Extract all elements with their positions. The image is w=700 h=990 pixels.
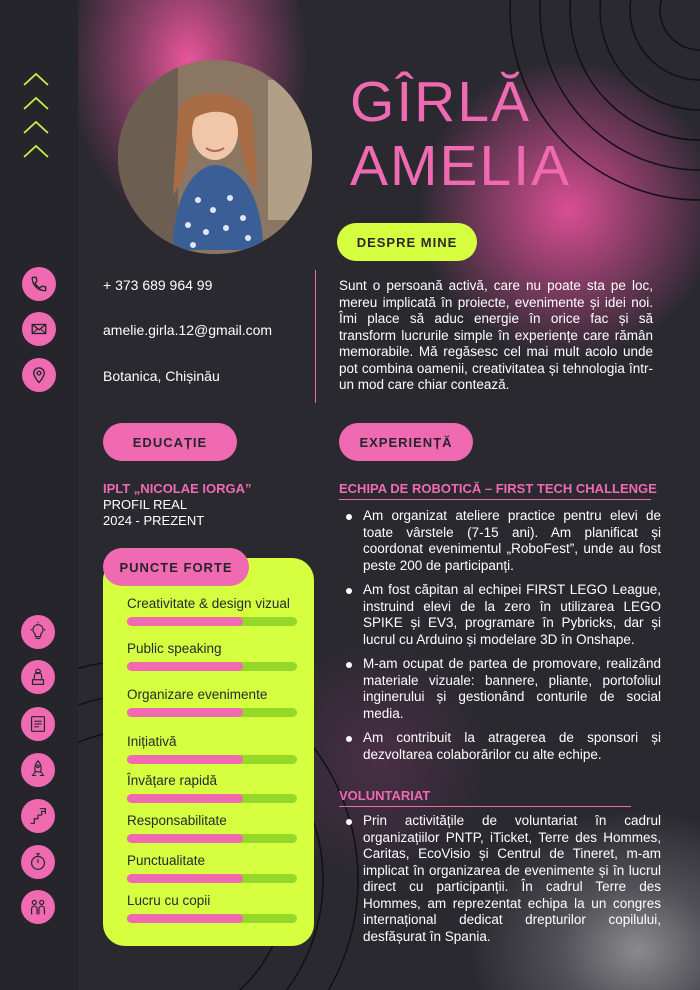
profile-photo: [118, 60, 312, 254]
skill-bar-fill: [127, 794, 243, 803]
volunteering-rule: [339, 806, 631, 807]
location-pin-icon: [22, 358, 56, 392]
skill-label: Organizare evenimente: [127, 687, 268, 702]
skill-bar: [127, 794, 297, 803]
skill-item: [127, 734, 297, 764]
school-period: 2024 - PREZENT: [103, 513, 205, 528]
list-item: Am contribuit la atragerea de sponsori și dezvoltarea colaborărilor cu alte echipe.: [339, 730, 661, 763]
experience-heading: EXPERIENȚĂ: [339, 423, 473, 461]
list-item: Prin activitățile de voluntariat în cadrul organizațiilor PNTP, iTicket, Terre des Hommes, Caritas, EcoVisio și Centrul de Tineret, m-am implicat în organizarea de evenimente și în lucrul direct cu participanții. În cadrul Terre des Hommes, am reprezentat echipa la un congres internațional dedicat drepturilor copilului, desfășurat în Spania.: [339, 813, 661, 945]
skill-item: [127, 687, 297, 717]
skill-item: [127, 813, 297, 843]
skill-bar: [127, 914, 297, 923]
skill-item: [127, 641, 297, 671]
skill-bar-fill: [127, 662, 243, 671]
children-icon: [21, 890, 55, 924]
skill-bar: [127, 708, 297, 717]
skill-label: Inițiativă: [127, 734, 177, 749]
strengths-card: [103, 558, 314, 946]
growth-icon: [21, 799, 55, 833]
envelope-icon: [22, 312, 56, 346]
skill-bar-fill: [127, 874, 243, 883]
education-heading: EDUCAȚIE: [103, 423, 237, 461]
first-name: AMELIA: [350, 134, 572, 198]
email-address: amelie.girla.12@gmail.com: [103, 322, 273, 338]
skill-item: [127, 596, 297, 626]
list-item: Am organizat ateliere practice pentru elevi de toate vârstele (7-15 ani). Am planificat și coordonat evenimentul „RoboFest”, unde au fost peste 200 de participanți.: [339, 508, 661, 574]
skill-bar-fill: [127, 914, 243, 923]
speaker-icon: [21, 660, 55, 694]
list-item: Am fost căpitan al echipei FIRST LEGO League, instruind elevi de la zero în utilizarea LEGO SPIKE și EV3, programare în Pybricks, dar și lucrul cu Arduino și modelare 3D în Onshape.: [339, 582, 661, 648]
skill-label: Lucru cu copii: [127, 893, 211, 908]
event-board-icon: [21, 707, 55, 741]
skill-bar-fill: [127, 617, 243, 626]
list-item: M-am ocupat de partea de promovare, realizând materiale vizuale: bannere, pliante, portofoliul inginerului și gestionând conturile de social media.: [339, 656, 661, 722]
rocket-icon: [21, 753, 55, 787]
skill-bar: [127, 755, 297, 764]
lightbulb-icon: [21, 615, 55, 649]
experience-list: [339, 508, 661, 771]
chevron-up-icon: [22, 118, 50, 136]
skill-label: Învățare rapidă: [127, 773, 218, 788]
skill-bar-fill: [127, 755, 243, 764]
skill-label: Public speaking: [127, 641, 222, 656]
experience-title: ECHIPA DE ROBOTICĂ – FIRST TECH CHALLENGE: [339, 481, 657, 496]
skill-bar: [127, 662, 297, 671]
skill-bar: [127, 874, 297, 883]
phone-number: + 373 689 964 99: [103, 277, 213, 293]
skill-item: [127, 773, 297, 803]
full-name: [350, 70, 571, 198]
skill-item: [127, 853, 297, 883]
skill-label: Responsabilitate: [127, 813, 227, 828]
last-name: GÎRLĂ: [350, 70, 532, 134]
chevron-stack: [22, 70, 56, 166]
education-entry: [103, 481, 252, 529]
left-sidebar: [0, 0, 78, 990]
chevron-up-icon: [22, 94, 50, 112]
about-divider: [315, 270, 316, 403]
phone-icon: [22, 267, 56, 301]
chevron-up-icon: [22, 70, 50, 88]
school-name: IPLT „NICOLAE IORGA”: [103, 481, 252, 496]
about-text: Sunt o persoană activă, care nu poate sta pe loc, mereu implicată în proiecte, evenimente și idei noi. Îmi place să aduc energie în orice fac și să transform lucrurile simple în experiențe care rămân memorabile. Mă regăsesc cel mai mult acolo unde pot combina oamenii, creativitatea și tehnologia într-un mod care chiar contează.: [339, 278, 653, 392]
location-text: Botanica, Chișinău: [103, 368, 220, 384]
volunteering-title: VOLUNTARIAT: [339, 788, 431, 803]
experience-rule: [339, 499, 651, 500]
school-profile: PROFIL REAL: [103, 497, 188, 512]
about-heading: DESPRE MINE: [337, 223, 477, 261]
skill-item: [127, 893, 297, 923]
stopwatch-icon: [21, 845, 55, 879]
skill-bar-fill: [127, 834, 243, 843]
strengths-heading: PUNCTE FORTE: [103, 548, 249, 586]
skill-bar-fill: [127, 708, 243, 717]
skill-label: Creativitate & design vizual: [127, 596, 290, 611]
chevron-up-icon: [22, 142, 50, 160]
skill-bar: [127, 617, 297, 626]
volunteering-list: [339, 813, 661, 953]
skill-label: Punctualitate: [127, 853, 206, 868]
skill-bar: [127, 834, 297, 843]
portrait-illustration: [118, 60, 312, 254]
